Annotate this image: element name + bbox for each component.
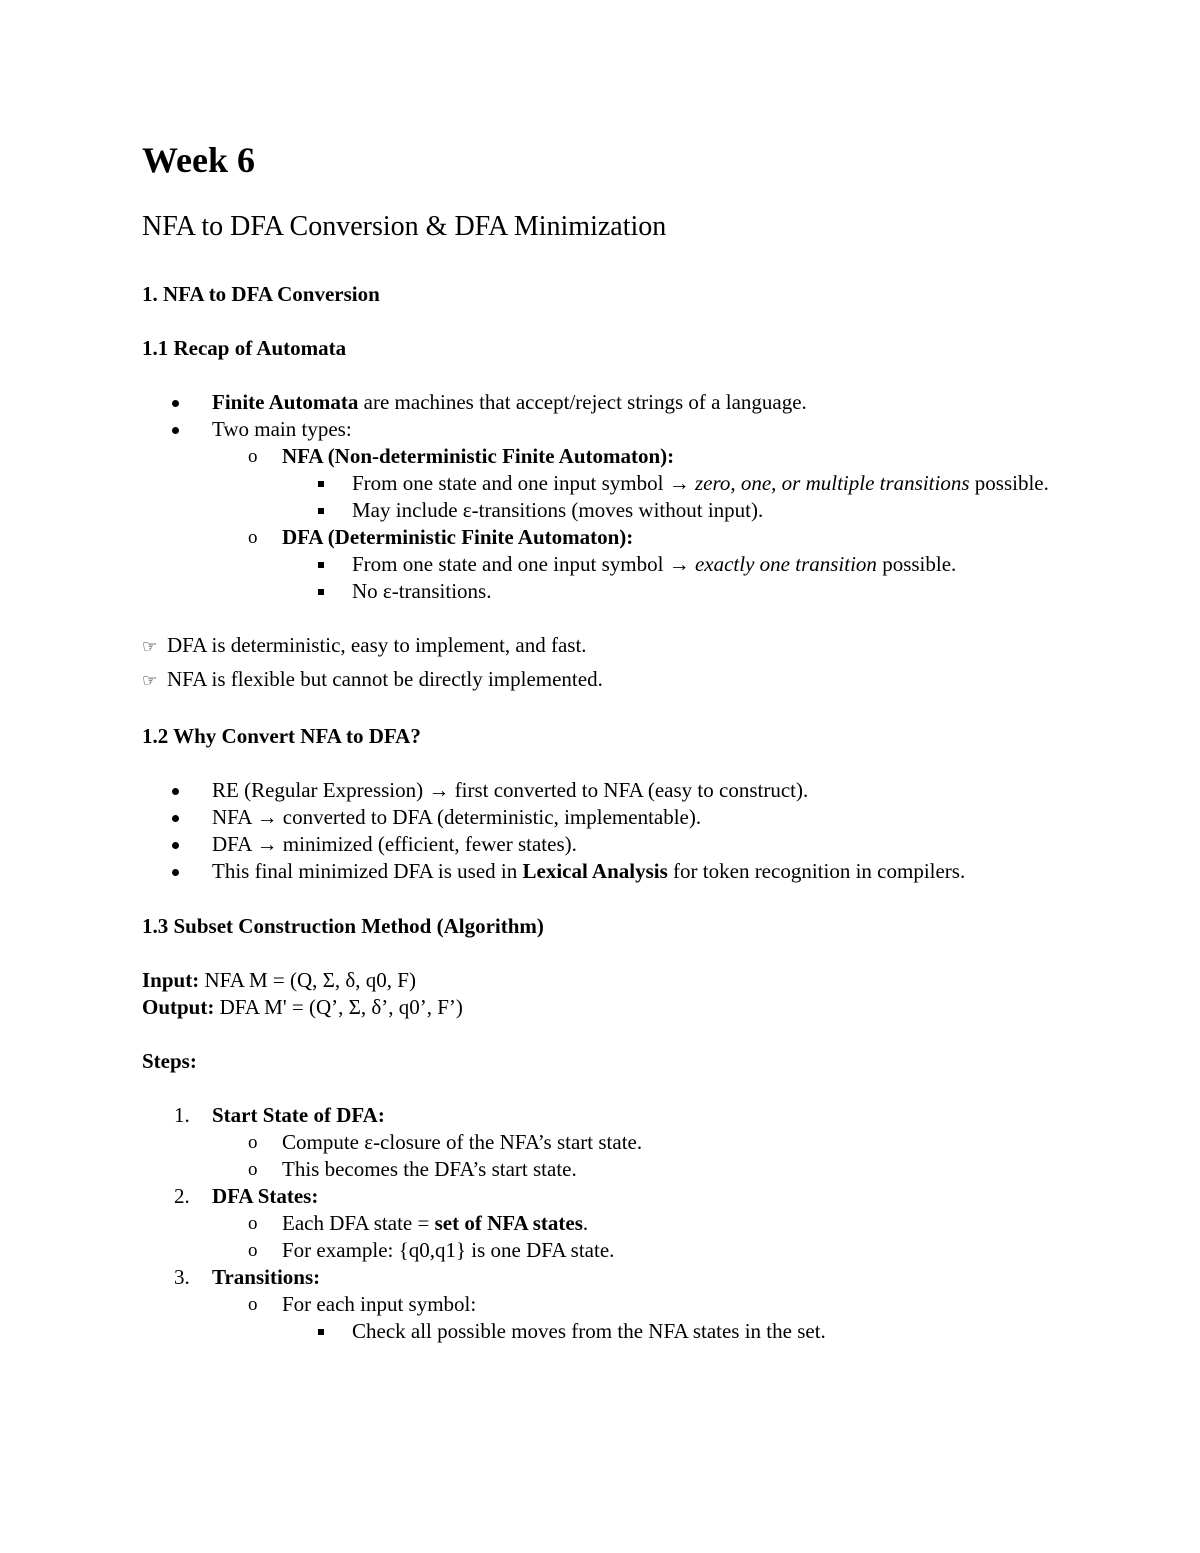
list-item: No ε-transitions. bbox=[282, 578, 1062, 605]
bullet-icon bbox=[172, 400, 179, 407]
list-item: Finite Automata are machines that accept/reject strings of a language. bbox=[142, 389, 1062, 416]
list-item: This final minimized DFA is used in Lexical Analysis for token recognition in compilers. bbox=[142, 858, 1062, 885]
circle-bullet-icon: o bbox=[248, 527, 258, 548]
circle-bullet-icon: o bbox=[248, 1294, 258, 1315]
why-convert-list bbox=[142, 777, 1062, 885]
section-1-3-heading: 1.3 Subset Construction Method (Algorithm) bbox=[142, 914, 544, 938]
bullet-icon bbox=[172, 427, 179, 434]
steps-label: Steps: bbox=[142, 1049, 197, 1073]
list-item: RE (Regular Expression) → first converted to NFA (easy to construct). bbox=[142, 777, 1062, 804]
square-bullet-icon bbox=[318, 508, 324, 514]
step-item: 2. DFA States: o Each DFA state = set of NFA states. o For example: {q0,q1} is one DFA state. bbox=[142, 1183, 1062, 1264]
recap-list bbox=[142, 389, 1062, 605]
page-title: Week 6 bbox=[142, 140, 255, 180]
list-item: o Each DFA state = set of NFA states. bbox=[248, 1211, 589, 1235]
steps-list bbox=[142, 1102, 1062, 1345]
circle-bullet-icon: o bbox=[248, 1213, 258, 1234]
bullet-icon bbox=[172, 842, 179, 849]
square-bullet-icon bbox=[318, 1329, 324, 1335]
list-item: o For each input symbol: Check all possible moves from the NFA states in the set. bbox=[212, 1291, 1062, 1345]
list-item: NFA → converted to DFA (deterministic, implementable). bbox=[142, 804, 1062, 831]
section-1-1-heading: 1.1 Recap of Automata bbox=[142, 336, 347, 360]
list-item: From one state and one input symbol → exactly one transition possible. bbox=[282, 551, 1062, 578]
pointing-hand-icon: ☞ bbox=[142, 671, 158, 691]
output-line: Output: DFA M' = (Q’, Σ, δ’, q0’, F’) bbox=[142, 995, 463, 1019]
list-item: Two main types: o NFA (Non-deterministic Finite Automaton): From one state and one input symbol → zero, one, or multiple transitions possible. May include ε-transitions (moves without input). o DFA (Deterministic Finite Automaton): From one state and one input symbol → exactly one transition possible. No ε-transitions. bbox=[142, 416, 1062, 605]
circle-bullet-icon: o bbox=[248, 1132, 258, 1153]
circle-bullet-icon: o bbox=[248, 446, 258, 467]
input-line: Input: NFA M = (Q, Σ, δ, q0, F) bbox=[142, 968, 416, 992]
nfa-details bbox=[282, 470, 1062, 524]
list-item bbox=[212, 443, 1062, 524]
list-item: From one state and one input symbol → zero, one, or multiple transitions possible. bbox=[282, 470, 1062, 497]
bullet-icon bbox=[172, 788, 179, 795]
algorithm-io bbox=[142, 967, 1062, 1021]
page-subtitle: NFA to DFA Conversion & DFA Minimization bbox=[142, 211, 667, 242]
list-item: May include ε-transitions (moves without input). bbox=[282, 497, 1062, 524]
circle-bullet-icon: o bbox=[248, 1159, 258, 1180]
note-1: ☞ DFA is deterministic, easy to implement, and fast. bbox=[142, 632, 1062, 661]
note-2: ☞ NFA is flexible but cannot be directly implemented. bbox=[142, 666, 1062, 695]
square-bullet-icon bbox=[318, 589, 324, 595]
list-item: o Compute ε-closure of the NFA’s start state. bbox=[248, 1130, 643, 1154]
list-item: o For example: {q0,q1} is one DFA state. bbox=[248, 1238, 615, 1262]
circle-bullet-icon: o bbox=[248, 1240, 258, 1261]
section-1-2-heading: 1.2 Why Convert NFA to DFA? bbox=[142, 724, 421, 748]
document-page bbox=[142, 138, 1062, 1345]
notes bbox=[142, 632, 1062, 695]
list-item: Check all possible moves from the NFA states in the set. bbox=[282, 1318, 1062, 1345]
nfa-heading: NFA (Non-deterministic Finite Automaton): bbox=[282, 444, 675, 468]
pointing-hand-icon: ☞ bbox=[142, 637, 158, 657]
list-item: o This becomes the DFA’s start state. bbox=[248, 1157, 577, 1181]
dfa-details bbox=[282, 551, 1062, 605]
step-item: 1. Start State of DFA: o Compute ε-closure of the NFA’s start state. o This becomes the DFA’s start state. bbox=[142, 1102, 1062, 1183]
square-bullet-icon bbox=[318, 481, 324, 487]
section-1-heading: 1. NFA to DFA Conversion bbox=[142, 282, 380, 306]
list-item: DFA → minimized (efficient, fewer states). bbox=[142, 831, 1062, 858]
square-bullet-icon bbox=[318, 562, 324, 568]
list-item bbox=[212, 524, 1062, 605]
types-list bbox=[212, 443, 1062, 605]
step-item: 3. Transitions: o For each input symbol: Check all possible moves from the NFA states in the set. bbox=[142, 1264, 1062, 1345]
bullet-icon bbox=[172, 815, 179, 822]
bullet-icon bbox=[172, 869, 179, 876]
dfa-heading: DFA (Deterministic Finite Automaton): bbox=[282, 525, 634, 549]
